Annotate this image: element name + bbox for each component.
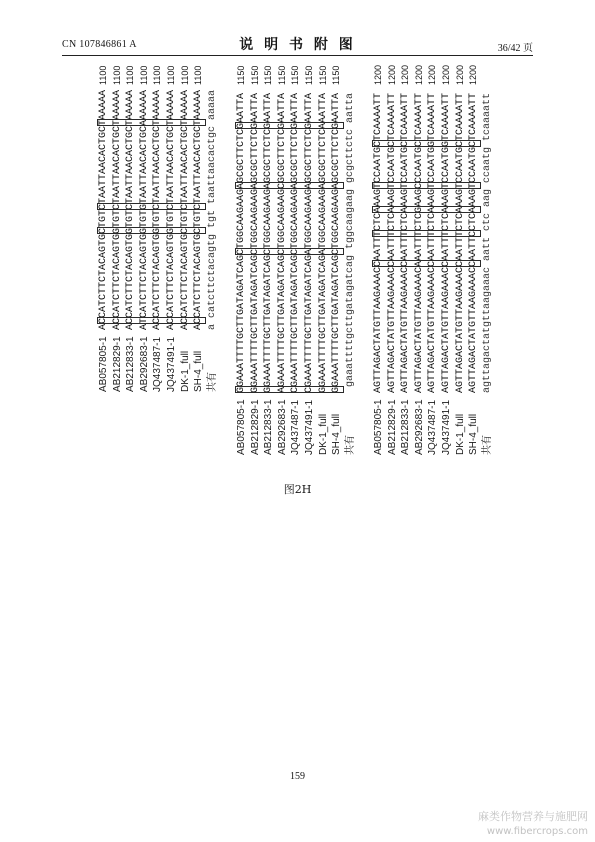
alignment-box (96, 120, 206, 127)
sequence-label: AB057805-1 (235, 399, 247, 455)
sequence-label: 共有 (481, 435, 493, 455)
sequence-text: ACCATCTTCTACAGTGCTGTCTAATTAACACTGCTAAAAA (192, 89, 204, 330)
sequence-text: ACCATCTTCTACAGTGGTGTCTAATTAACACTGCTAAAAA (151, 89, 163, 330)
sequence-label: JQ437487-1 (151, 336, 163, 392)
position-number: 1100 (124, 65, 135, 85)
watermark-site-name: 麻类作物营养与施肥网 (478, 810, 588, 823)
position-number: 1100 (97, 65, 108, 85)
position-number: 1200 (440, 64, 451, 85)
sequence-text: GGAAATTTTGCTTGATAGATCAGCTGGCAAGAAGAGCGCTTCTCGAATTA (330, 92, 342, 393)
position-number: 1200 (454, 64, 465, 85)
sequence-label: AB212833-1 (124, 336, 136, 392)
sequence-label: AB212829-1 (111, 336, 123, 392)
alignment-box (96, 204, 206, 211)
position-number: 1100 (165, 65, 176, 85)
page-count: 36/42 页 (497, 43, 533, 54)
position-number: 1200 (399, 64, 410, 85)
alignment-block (97, 62, 220, 460)
sequence-text: AGAAATTTTGCTTGATAGATCAGCTGGCAAGAAGCGCGCTTCTCGAATTA (276, 92, 288, 393)
position-number: 1100 (151, 65, 162, 85)
alignment-box (371, 207, 481, 214)
sequence-label: JQ437487-1 (426, 399, 438, 455)
position-number: 1150 (235, 65, 246, 85)
sequence-text: AGTTAGACTATGTTAAGAAACCAATTTCTCAAAGTCCAATGCTCAAAATT (399, 92, 411, 393)
sequence-label: AB212829-1 (386, 399, 398, 455)
sequence-label: DK-1_full (179, 350, 191, 392)
sequence-label: AB057805-1 (372, 399, 384, 455)
consensus-sequence: agttagactatgttaagaaac aatt ctc aag ccaatg tcaaaatt (481, 92, 493, 393)
sequence-label: JQ437491-1 (440, 399, 452, 455)
alignment-block (235, 62, 358, 460)
sequence-text: CGAAATTTTGCTTGATAGATCAGATGGCAAGAAGAGCGCTTCTCGAATTA (303, 92, 315, 393)
position-number: 1200 (413, 64, 424, 85)
sequence-label: AB212833-1 (262, 399, 274, 455)
sequence-text: ACCATCTTCTACAGTGCTGTCTAATTAACACTGCTAAAAA (179, 89, 191, 330)
sequence-label: DK-1_full (454, 413, 466, 455)
header-title: 说 明 书 附 图 (239, 37, 356, 53)
sequence-label: 共有 (206, 372, 218, 392)
position-number: 1150 (330, 65, 341, 85)
alignment-box (234, 183, 344, 190)
publication-number: CN 107846861 A (62, 39, 137, 50)
sequence-label: SH-4_full (467, 413, 479, 455)
sequence-text: GGAAATTTTGCTTGATAGATCAGATGGCAAGAAGAGCGCTTCTCAAATTA (317, 92, 329, 393)
alignment-box (96, 318, 206, 325)
page-number: 159 (290, 771, 305, 782)
sequence-label: SH-4_full (192, 350, 204, 392)
sequence-text: GGAAATTTTGCTTGATAGATCAGCTGGCAAGAAGAGCGCTTCTCGAATTA (249, 92, 261, 393)
alignment-box (371, 141, 481, 148)
sequence-label: AB057805-1 (97, 336, 109, 392)
alignment-box (371, 183, 481, 190)
position-number: 1100 (179, 65, 190, 85)
sequence-text: CGAAATTTTGCTTGATAGATCAGCTGGCAAGAAGAGCGCTTCTCGAATTA (289, 92, 301, 393)
sequence-text: AGTTAGACTATGTTAAGAAACAAATTTCTCGAAGCCCAATGCTCAAAATT (413, 92, 425, 393)
sequence-text: AGTTAGACTATGTTAAGAAACCAATTTCTCAAAGTCCAATGCTCAAAATT (372, 92, 384, 393)
sequence-label: AB292683-1 (138, 336, 150, 392)
position-number: 1200 (386, 64, 397, 85)
sequence-text: GGAAATTTTGCTTGATAGATCAGCTGGCAAGAAGAGCGCTTCTCGAATTA (235, 92, 247, 393)
position-number: 1100 (138, 65, 149, 85)
sequence-label: SH-4_full (330, 413, 342, 455)
sequence-text: AGTTAGACTATGTTAAGAAACCAATTTCTCAAAGTCCAATGCTCAAAATT (454, 92, 466, 393)
watermark-url: www.fibercrops.com (486, 826, 588, 837)
alignment-row (480, 62, 494, 460)
alignment-block (372, 62, 495, 460)
sequence-label: AB292683-1 (413, 399, 425, 455)
position-number: 1100 (111, 65, 122, 85)
position-number: 1200 (467, 64, 478, 85)
position-number: 1150 (289, 65, 300, 85)
sequence-text: AGTTAGACTATGTTAAGAAACCAATTTCTCAAAGTCCAATGGTCAAAATT (440, 92, 452, 393)
position-number: 1150 (262, 65, 273, 85)
consensus-sequence: gaaattttgcttgatagatcag tggcaagaag gcgcttctc aatta (344, 92, 356, 393)
position-number: 1100 (192, 65, 203, 85)
position-number: 1150 (317, 65, 328, 85)
sequence-text: GGAAATTTTGCTTGATAGATCAGCTGGCAAGAAGAGCGCTTCTCGAATTA (262, 92, 274, 393)
sequence-label: JQ437487-1 (289, 399, 301, 455)
alignment-box (96, 228, 206, 235)
sequence-label: AB292683-1 (276, 399, 288, 455)
sequence-label: AB212833-1 (399, 399, 411, 455)
sequence-label: 共有 (344, 435, 356, 455)
position-number: 1150 (303, 65, 314, 85)
sequence-text: ACCATCTTCTACAGTGGTGTCTAATTAACACTGCTAAAAA (111, 89, 123, 330)
alignment-box (234, 387, 344, 394)
alignment-box (371, 261, 481, 268)
position-number: 1150 (249, 65, 260, 85)
figure-caption: 图2H (283, 483, 312, 496)
sequence-label: JQ437491-1 (165, 336, 177, 392)
position-number: 1200 (426, 64, 437, 85)
sequence-text: ACCATCTTCTACAGTGGTGTCTAATTAACACTGCTAAAAA (124, 89, 136, 330)
alignment-box (234, 123, 344, 130)
sequence-label: DK-1_full (317, 413, 329, 455)
alignment-row (343, 62, 357, 460)
sequence-text: ACCATCTTCTACAGTGCTGTCTAATTAACACTGCTAAAAA (97, 89, 109, 330)
sequence-text: AGTTAGACTATGTTAAGAAACCAATTTCTCAAAGTCCAATGCTCAAAATT (386, 92, 398, 393)
alignment-box (234, 249, 344, 256)
sequence-label: AB212829-1 (249, 399, 261, 455)
sequence-label: JQ437491-1 (303, 399, 315, 455)
alignment-figure (96, 62, 494, 460)
alignment-row (205, 62, 219, 460)
header-rule (62, 55, 533, 56)
sequence-text: ACCATCTTCTACAGTGGTGTCTAATTAACACTGCTAAAAA (165, 89, 177, 330)
sequence-text: AGTTAGACTATGTTAAGAAACCAATTCCTCAAAGTCCAATGCTCAAAATT (467, 92, 479, 393)
sequence-text: ATCATCTTCTACAGTGGTGTGTAATTAACACTGCAAAAAA (138, 89, 150, 330)
sequence-text: AGTTAGACTATGTTAAGAAACCAATTTCTCAAAGTCCAATGGTCAAAATT (426, 92, 438, 393)
consensus-sequence: a catcttctacagtg tgt taattaacactgc aaaaa (206, 89, 218, 330)
alignment-box (371, 231, 481, 238)
position-number: 1150 (276, 65, 287, 85)
position-number: 1200 (372, 64, 383, 85)
